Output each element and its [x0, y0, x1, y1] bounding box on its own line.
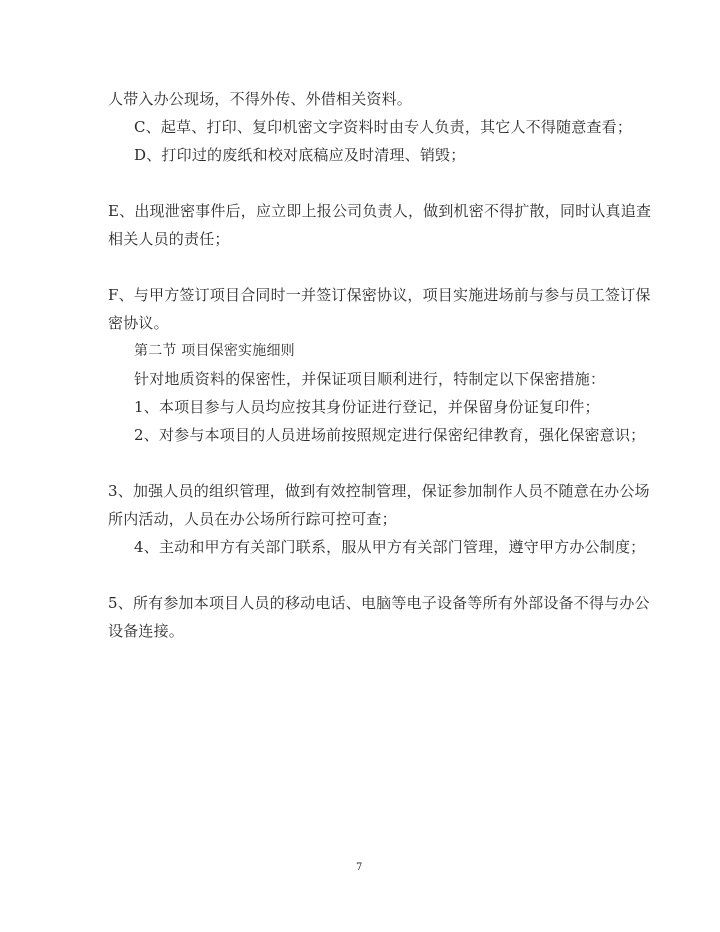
paragraph-line: D、打印过的废纸和校对底稿应及时清理、销毁；: [134, 146, 466, 164]
paragraph-line: 相关人员的责任；: [108, 230, 230, 248]
paragraph-line: 针对地质资料的保密性，并保证项目顺利进行，特制定以下保密措施：: [134, 370, 606, 388]
paragraph-line: 5、所有参加本项目人员的移动电话、电脑等电子设备等所有外部设备不得与办公: [108, 594, 650, 612]
paragraph-line: 3、加强人员的组织管理，做到有效控制管理，保证参加制作人员不随意在办公场: [108, 482, 650, 500]
paragraph-line: 设备连接。: [108, 622, 185, 640]
paragraph-line: 所内活动，人员在办公场所行踪可控可查；: [108, 510, 397, 528]
paragraph-line: C、起草、打印、复印机密文字资料时由专人负责，其它人不得随意查看；: [134, 118, 633, 136]
paragraph-line: 4、主动和甲方有关部门联系，服从甲方有关部门管理，遵守甲方办公制度；: [134, 538, 646, 556]
paragraph-line: 2、对参与本项目的人员进场前按照规定进行保密纪律教育，强化保密意识；: [134, 426, 646, 444]
paragraph-line: 1、本项目参与人员均应按其身份证进行登记，并保留身份证复印件；: [134, 398, 600, 416]
section-heading: 第二节 项目保密实施细则: [134, 343, 295, 359]
paragraph-line: 人带入办公现场，不得外传、外借相关资料。: [108, 90, 413, 108]
page-number: 7: [356, 862, 363, 873]
paragraph-line: E、出现泄密事件后，应立即上报公司负责人，做到机密不得扩散，同时认真追查: [108, 202, 652, 220]
paragraph-line: 密协议。: [108, 314, 169, 332]
paragraph-line: F、与甲方签订项目合同时一并签订保密协议，项目实施进场前与参与员工签订保: [108, 286, 651, 304]
